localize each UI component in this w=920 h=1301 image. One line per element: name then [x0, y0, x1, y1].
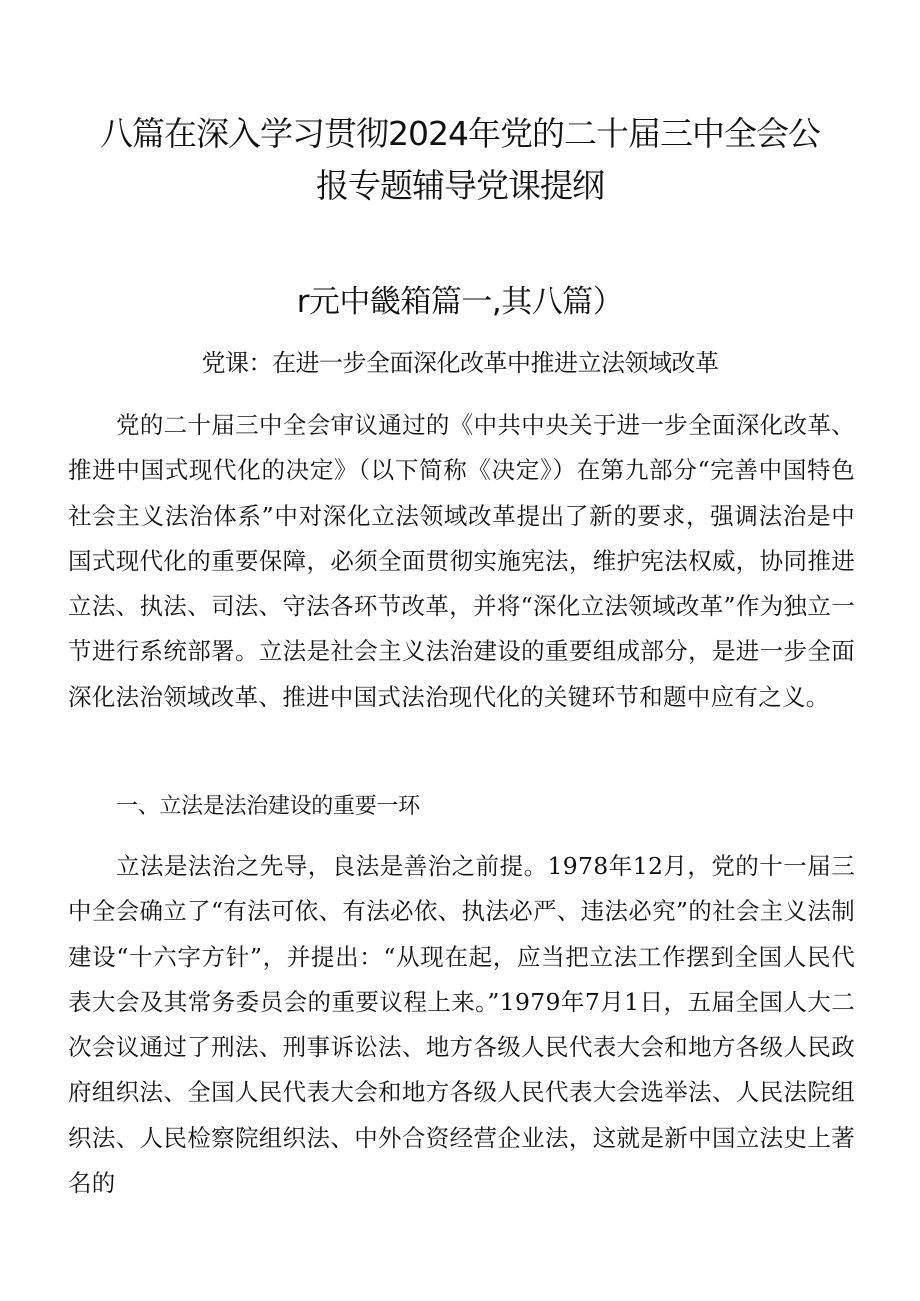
document-title-line-1: 八篇在深入学习贯彻2024年党的二十届三中全会公 [100, 114, 820, 153]
lecture-title: 党课：在进一步全面深化改革中推进立法领域改革 [201, 349, 719, 377]
document-subtitle: r元中畿箱篇一,其八篇） [296, 284, 624, 320]
document-title-line-2: 报专题辅导党课提纲 [316, 166, 604, 205]
section-1-paragraph: 立法是法治之先导，良法是善治之前提。1978年12月，党的十一届三中全会确立了“有法可依、有法必依、执法必严、违法必究”的社会主义法制建设“十六字方针”，并提出：“从现在起，应当把立法工作摆到全国人民代表大会及其常务委员会的重要议程上来。”1979年7月1日，五届全国人大二次会议通过了刑法、刑事诉讼法、地方各级人民代表大会和地方各级人民政府组织法、全国人民代表大会和地方各级人民代表大会选举法、人民法院组织法、人民检察院组织法、中外合资经营企业法，这就是新中国立法史上著名的 [68, 852, 855, 1198]
intro-paragraph: 党的二十届三中全会审议通过的《中共中央关于进一步全面深化改革、推进中国式现代化的决定》（以下简称《决定》）在第九部分“完善中国特色社会主义法治体系”中对深化立法领域改革提出了新的要求，强调法治是中国式现代化的重要保障，必须全面贯彻实施宪法，维护宪法权威，协同推进立法、执法、司法、守法各环节改革，并将“深化立法领域改革”作为独立一节进行系统部署。立法是社会主义法治建设的重要组成部分，是进一步全面深化法治领域改革、推进中国式法治现代化的关键环节和题中应有之义。 [68, 411, 855, 711]
section-1-heading: 一、立法是法治建设的重要一环 [116, 794, 420, 819]
